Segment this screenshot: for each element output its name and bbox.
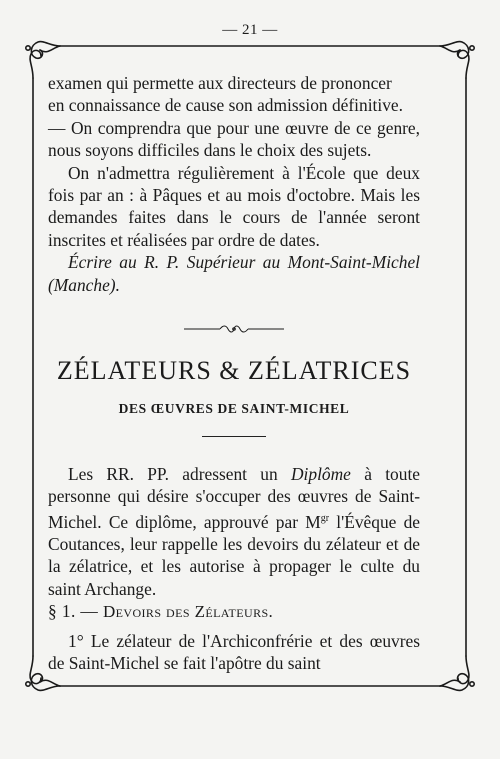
paragraph bbox=[48, 463, 420, 600]
section-subtitle: DES ŒUVRES DE SAINT-MICHEL bbox=[118, 401, 350, 417]
ornament-divider bbox=[184, 324, 284, 334]
section-title: ZÉLATEURS & ZÉLATRICES bbox=[56, 356, 412, 386]
divider-rule bbox=[202, 436, 266, 437]
paragraph: 1° Le zélateur de l'Archiconfrérie et des œuvres de Saint-Michel se fait l'apôtre du saint bbox=[48, 630, 420, 674]
text-run: Les RR. PP. adressent un bbox=[68, 464, 291, 485]
subsection-heading bbox=[48, 600, 420, 623]
diploma-word: Diplôme bbox=[291, 464, 351, 485]
subsection-title: Devoirs des Zélateurs. bbox=[102, 602, 274, 622]
paragraph-italic: Écrire au R. P. Supérieur au Mont-Saint-Michel (Manche). bbox=[48, 252, 420, 295]
paragraph-line: examen qui permette aux directeurs de prononcer bbox=[48, 73, 392, 93]
paragraph: — On comprendra que pour une œuvre de ce genre, nous soyons difficiles dans le choix des sujets. bbox=[48, 117, 420, 161]
paragraph: On n'admettra régulièrement à l'École que deux fois par an : à Pâques et au mois d'octobre. Mais les demandes faites dans le cours de l'année seront inscrites et réalisées par ordre de dates. bbox=[48, 162, 420, 250]
text-run: à toute personne qui désire s'occuper des œuvres de Saint-Michel. Ce diplôme, approuvé par M bbox=[48, 464, 420, 532]
page-number: — 21 — bbox=[222, 22, 278, 38]
text-run: l'Évêque de Coutances, leur rappelle les devoirs du zélateur et de la zélatrice, et les autorise à propager le culte du saint Archange. bbox=[48, 511, 420, 599]
page-body bbox=[48, 72, 420, 675]
subsection-number: § 1. — bbox=[48, 601, 99, 622]
paragraph-line: en connaissance de cause son admission définitive. bbox=[48, 95, 403, 116]
superscript: gr bbox=[320, 512, 330, 524]
